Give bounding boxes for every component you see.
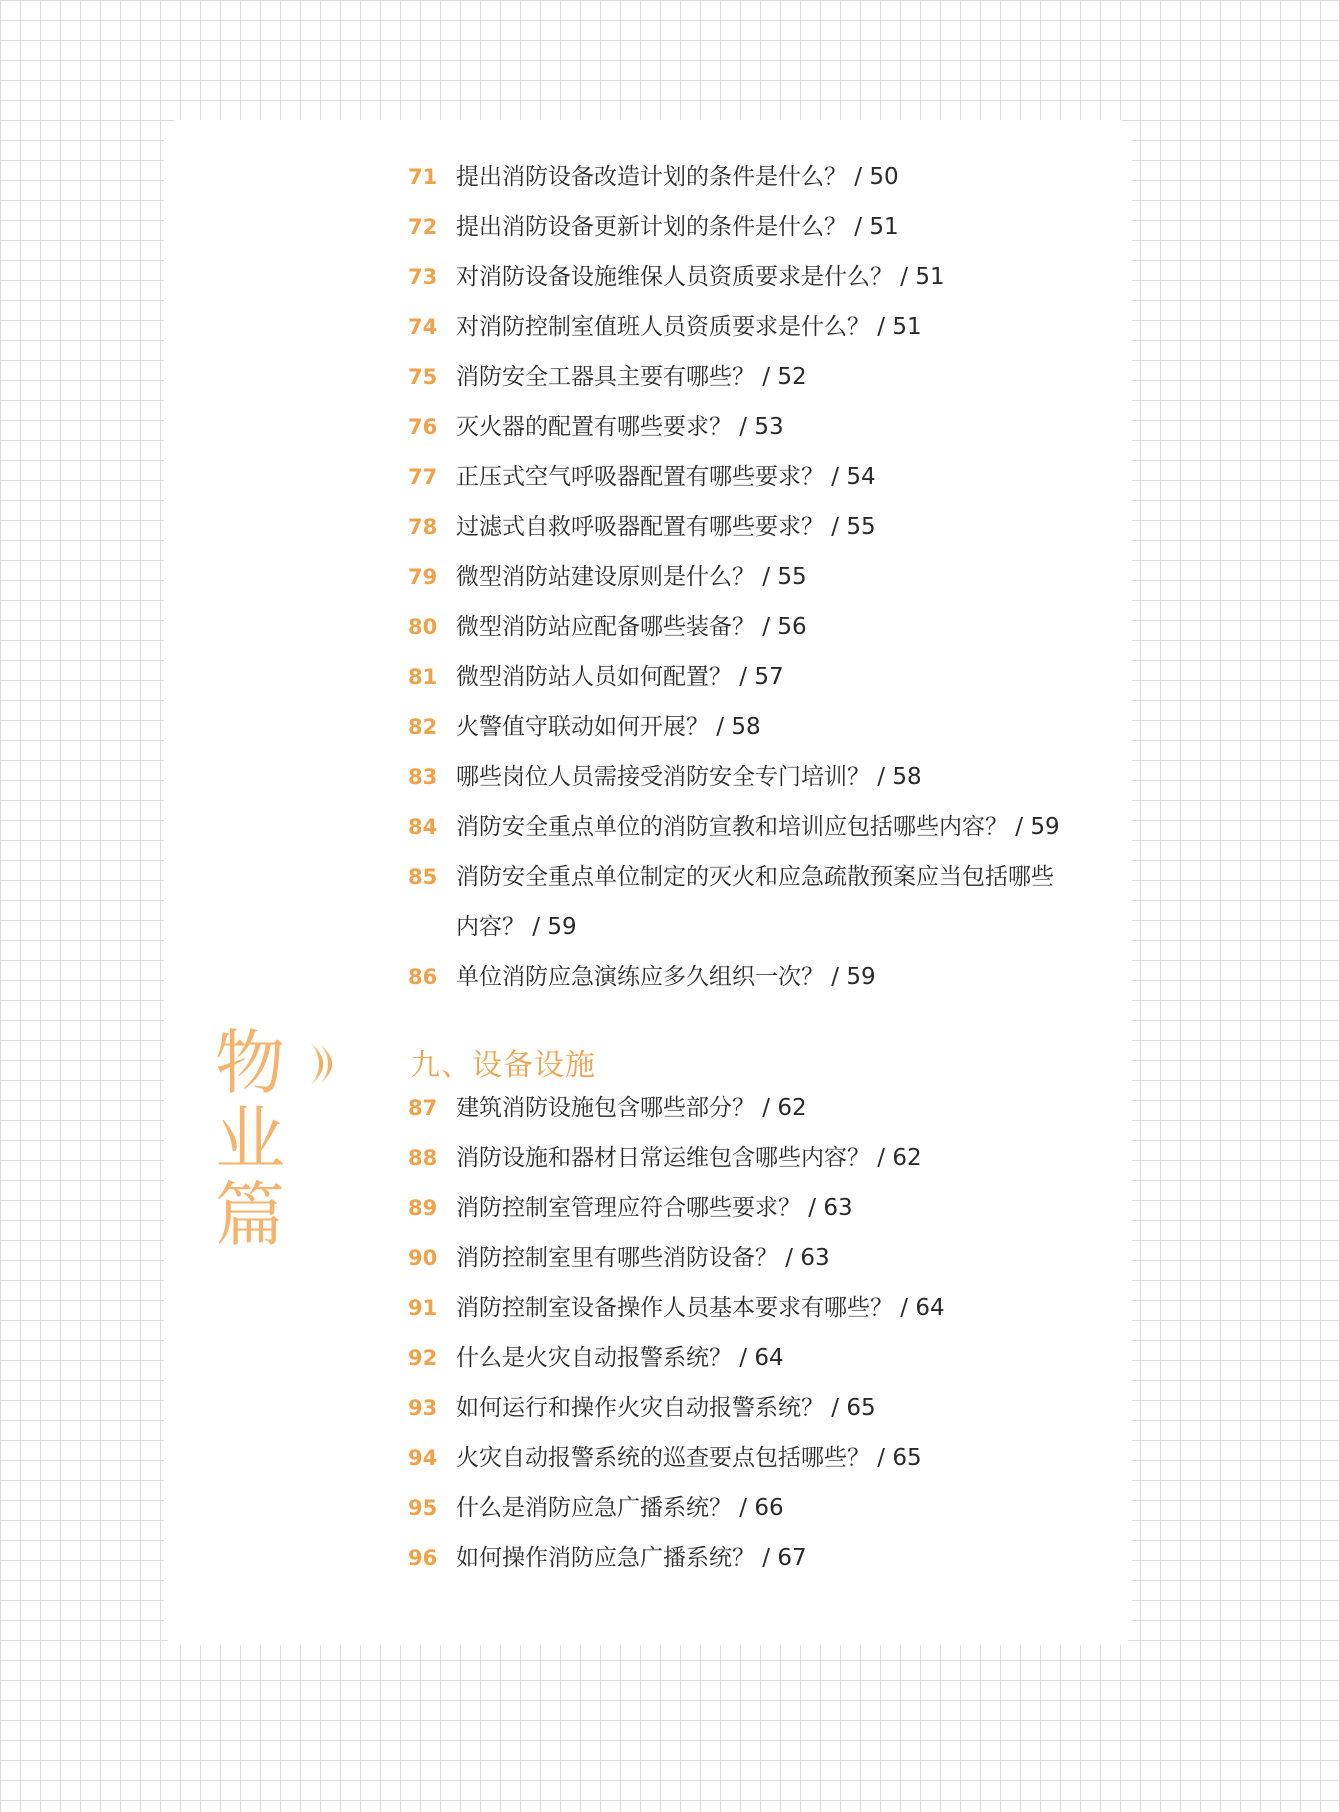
toc-item[interactable] [408,1483,1108,1533]
chevron-right-icon [306,1040,344,1088]
toc-item-number: 87 [408,1096,438,1120]
toc-item-number: 80 [408,615,438,639]
toc-item[interactable] [408,552,1108,602]
toc-item[interactable] [408,1133,1108,1183]
toc-item[interactable] [408,202,1108,252]
toc-item-text: 消防控制室里有哪些消防设备？ / 63 [456,1245,830,1271]
toc-item-number: 74 [408,315,438,339]
toc-item-number: 89 [408,1196,438,1220]
toc-item-number: 88 [408,1146,438,1170]
toc-item-number: 86 [408,965,438,989]
toc-item[interactable] [408,152,1108,202]
toc-item-text: 什么是消防应急广播系统？ / 66 [456,1495,784,1521]
toc-item[interactable] [408,252,1108,302]
toc-item[interactable] [408,602,1108,652]
side-title-char: 业 [215,1098,285,1180]
toc-item-text: 过滤式自救呼吸器配置有哪些要求？ / 55 [456,514,876,540]
toc-item[interactable] [408,502,1108,552]
toc-item[interactable] [408,1433,1108,1483]
toc-item-text: 单位消防应急演练应多久组织一次？ / 59 [456,964,876,990]
toc-item-text: 消防安全重点单位制定的灭火和应急疏散预案应当包括哪些 [456,864,1054,890]
toc-item-number: 82 [408,715,438,739]
toc-item-text: 如何操作消防应急广播系统？ / 67 [456,1545,807,1571]
toc-item-number: 76 [408,415,438,439]
toc-item-number: 93 [408,1396,438,1420]
toc-item[interactable] [408,752,1108,802]
toc-item-number: 79 [408,565,438,589]
toc-item-text: 消防安全重点单位的消防宣教和培训应包括哪些内容？ / 59 [456,814,1060,840]
toc-item-text-continued: 内容？ / 59 [456,914,577,940]
toc-item-number: 90 [408,1246,438,1270]
toc-item[interactable] [408,452,1108,502]
toc-item[interactable] [408,1533,1108,1583]
toc-item-text: 对消防设备设施维保人员资质要求是什么？ / 51 [456,264,945,290]
toc-item-text: 消防设施和器材日常运维包含哪些内容？ / 62 [456,1145,922,1171]
toc-item[interactable] [408,652,1108,702]
side-title-char: 篇 [215,1174,285,1256]
toc-item-number: 77 [408,465,438,489]
toc-item-number: 85 [408,865,438,889]
toc-item-number: 96 [408,1546,438,1570]
toc-item-number: 73 [408,265,438,289]
toc-item-number: 84 [408,815,438,839]
toc-item-number: 92 [408,1346,438,1370]
toc-item-text: 提出消防设备改造计划的条件是什么？ / 50 [456,164,899,190]
toc-item-text: 如何运行和操作火灾自动报警系统？ / 65 [456,1395,876,1421]
toc-item[interactable] [408,402,1108,452]
toc-item-text: 建筑消防设施包含哪些部分？ / 62 [456,1095,807,1121]
toc-item-number: 81 [408,665,438,689]
toc-item-text: 微型消防站建设原则是什么？ / 55 [456,564,807,590]
toc-item-text: 消防安全工器具主要有哪些？ / 52 [456,364,807,390]
toc-item[interactable] [408,1233,1108,1283]
toc-item-text: 火灾自动报警系统的巡查要点包括哪些？ / 65 [456,1445,922,1471]
toc-item-number: 83 [408,765,438,789]
toc-item[interactable] [408,702,1108,752]
toc-item[interactable] [408,1383,1108,1433]
toc-item-text: 提出消防设备更新计划的条件是什么？ / 51 [456,214,899,240]
toc-item-text: 什么是火灾自动报警系统？ / 64 [456,1345,784,1371]
toc-item-text: 灭火器的配置有哪些要求？ / 53 [456,414,784,440]
toc-item-number: 95 [408,1496,438,1520]
toc-item-text: 消防控制室设备操作人员基本要求有哪些？ / 64 [456,1295,945,1321]
side-title-char: 物 [215,1022,285,1104]
toc-item[interactable] [408,802,1108,852]
toc-item[interactable] [408,352,1108,402]
toc-item-text: 哪些岗位人员需接受消防安全专门培训？ / 58 [456,764,922,790]
toc-item-number: 91 [408,1296,438,1320]
toc-item[interactable] [408,1283,1108,1333]
side-title [215,1022,295,1256]
toc-item[interactable] [408,1333,1108,1383]
toc-item-number: 71 [408,165,438,189]
toc-item-number: 75 [408,365,438,389]
toc-item[interactable] [408,1183,1108,1233]
toc-item-text: 消防控制室管理应符合哪些要求？ / 63 [456,1195,853,1221]
toc-item-text: 火警值守联动如何开展？ / 58 [456,714,761,740]
toc-item-number: 72 [408,215,438,239]
toc-item-text: 正压式空气呼吸器配置有哪些要求？ / 54 [456,464,876,490]
section-heading: 九、设备设施 [410,1048,596,1083]
toc-item-text: 对消防控制室值班人员资质要求是什么？ / 51 [456,314,922,340]
toc-item[interactable] [408,852,1108,952]
toc-item[interactable] [408,952,1108,1002]
toc-item[interactable] [408,302,1108,352]
toc-item-text: 微型消防站应配备哪些装备？ / 56 [456,614,807,640]
toc-item[interactable] [408,1083,1108,1133]
toc-item-number: 94 [408,1446,438,1470]
toc-item-text: 微型消防站人员如何配置？ / 57 [456,664,784,690]
toc-item-number: 78 [408,515,438,539]
